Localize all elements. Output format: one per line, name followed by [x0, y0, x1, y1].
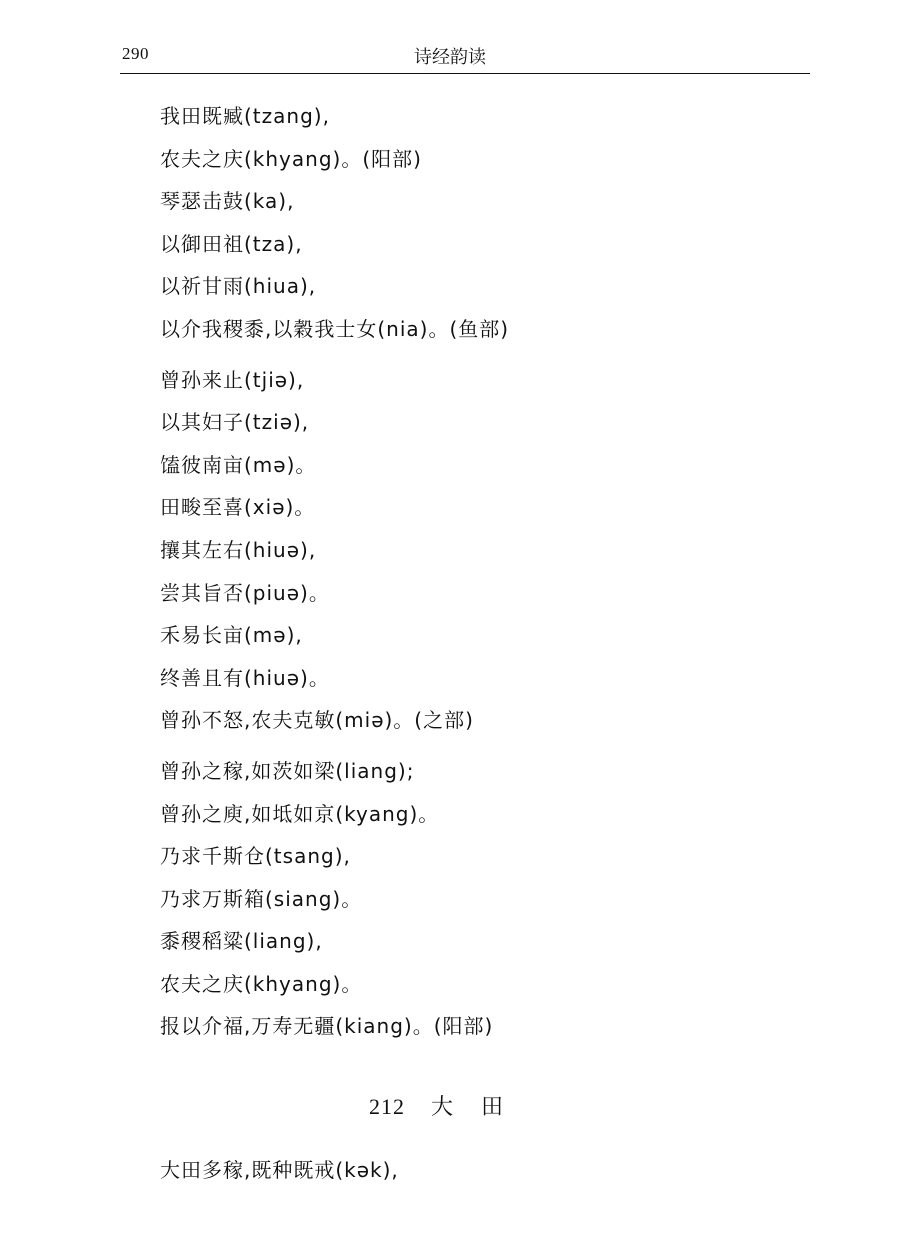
verse-line: 琴瑟击鼓(ka), — [160, 189, 295, 214]
stanza-1 — [160, 100, 810, 356]
page-header — [0, 0, 900, 80]
verse-line: 农夫之庆(khyang)。 — [160, 971, 363, 996]
poem-title: 大田 — [430, 1095, 531, 1120]
verse-line: 大田多稼,既种既戒(kək), — [160, 1158, 399, 1182]
verse-line: 曾孙不怒,农夫克敏(miə)。(之部) — [160, 708, 474, 733]
stanza-2 — [160, 364, 810, 747]
stanza-3 — [160, 755, 810, 1053]
verse-line: 尝其旨否(piuə)。 — [160, 580, 330, 605]
verse-line: 终善且有(hiuə)。 — [160, 665, 330, 690]
verse-line: 我田既臧(tzang), — [160, 104, 330, 128]
verse-line: 以介我稷黍,以穀我士女(nia)。(鱼部) — [160, 316, 510, 341]
verse-line: 乃求千斯仓(tsang), — [160, 844, 351, 869]
verse-line: 农夫之庆(khyang)。(阳部) — [160, 146, 422, 171]
verse-line: 田畯至喜(xiə)。 — [160, 495, 316, 520]
header-rule — [120, 73, 810, 74]
verse-line: 曾孙之稼,如茨如梁(liang); — [160, 758, 415, 783]
verse-line: 以御田祖(tza), — [160, 231, 303, 256]
verse-line: 乃求万斯箱(siang)。 — [160, 886, 363, 911]
verse-line: 馌彼南亩(mə)。 — [160, 452, 317, 477]
poem-heading — [0, 1090, 900, 1121]
verse-line: 以祈甘雨(hiua), — [160, 274, 317, 299]
poem-body — [160, 100, 810, 1053]
verse-line: 攘其左右(hiuə), — [160, 537, 317, 562]
verse-line: 以其妇子(tziə), — [160, 410, 310, 435]
page-number: 290 — [122, 44, 149, 63]
verse-line: 禾易长亩(mə), — [160, 623, 303, 648]
poem-number: 212 — [368, 1094, 405, 1119]
verse-line: 曾孙来止(tjiə), — [160, 367, 305, 392]
verse-line: 曾孙之庾,如坻如京(kyang)。 — [160, 801, 440, 826]
verse-line: 黍稷稻粱(liang), — [160, 929, 323, 954]
running-title: 诗经韵读 — [414, 47, 486, 68]
verse-line: 报以介福,万寿无疆(kiang)。(阳部) — [160, 1014, 494, 1039]
